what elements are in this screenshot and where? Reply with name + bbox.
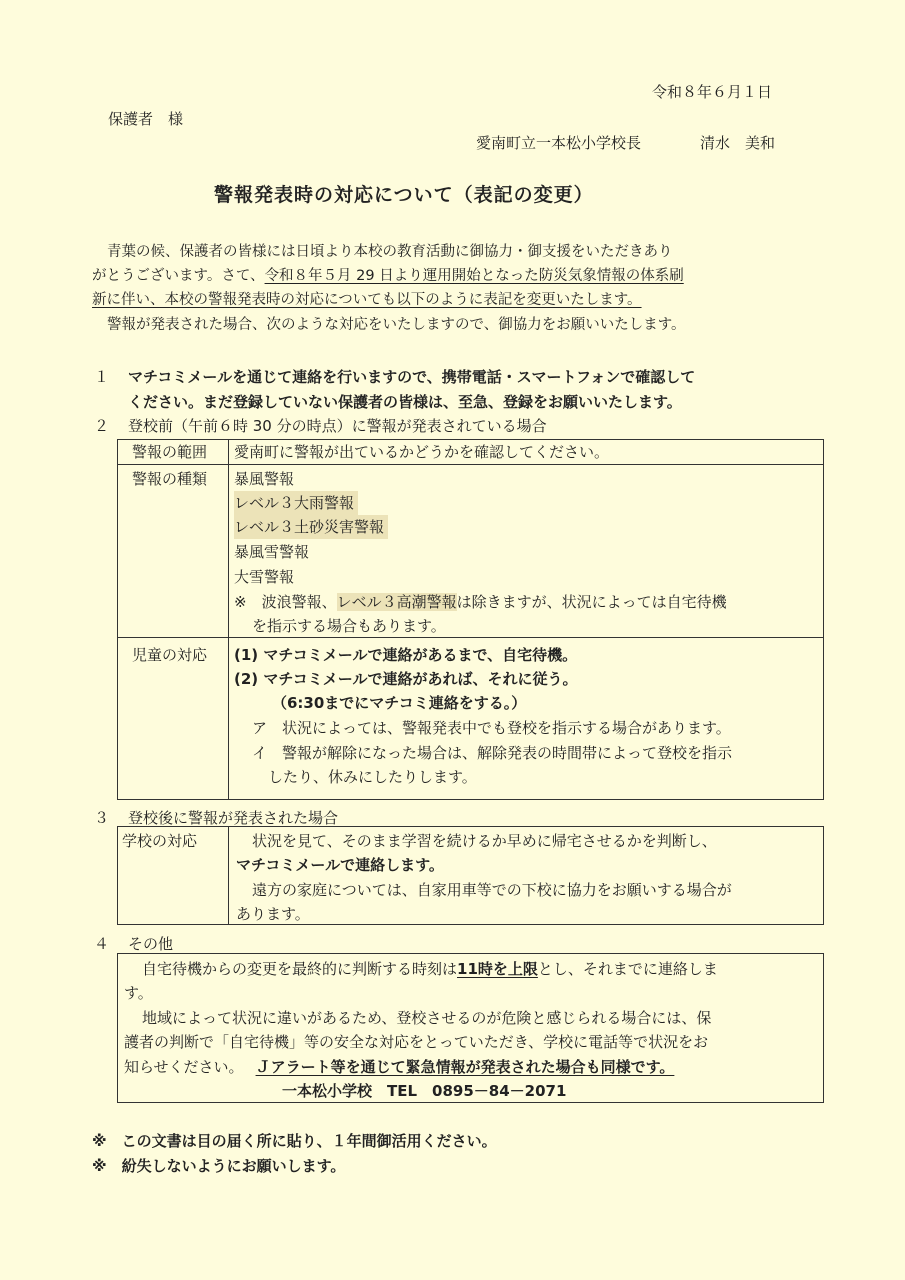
school-response-line-1: 状況を見て、そのまま学習を続けるか早めに帰宅させるかを判断し、: [252, 832, 717, 850]
item-1-number: １: [94, 368, 110, 386]
note-end: は除きますが、状況によっては自宅待機: [456, 593, 727, 611]
row-label-warning-area: 警報の範囲: [132, 443, 208, 461]
warning-types-note-line-2: を指示する場合もあります。: [252, 617, 446, 635]
table-column-divider: [228, 439, 229, 800]
other-line-5-start: 知らせください。: [124, 1058, 244, 1076]
row-label-school-response: 学校の対応: [122, 832, 198, 850]
row-label-warning-types: 警報の種類: [132, 470, 208, 488]
note-start: ※ 波浪警報、: [234, 593, 337, 611]
footer-note-2: ※ 紛失しないようにお願いします。: [92, 1157, 346, 1175]
other-line-1: [142, 957, 718, 981]
school-contact: 一本松小学校 TEL 0895－84－2071: [282, 1082, 567, 1100]
note-highlight: レベル３高潮警報: [336, 593, 457, 611]
response-i-line-1: イ 警報が解除になった場合は、解除発表の時間帯によって登校を指示: [252, 744, 733, 762]
warning-type-item: 暴風雪警報: [234, 543, 310, 561]
intro-line-2-start: がとうございます。さて、: [92, 268, 265, 284]
other-line-3: 地域によって状況に違いがあるため、登校させるのが危険と感じられる場合には、保: [142, 1009, 712, 1027]
row-text-warning-area: 愛南町に警報が出ているかどうかを確認してください。: [234, 443, 610, 461]
item-1-line-2: ください。まだ登録していない保護者の皆様は、至急、登録をお願いいたします。: [128, 393, 682, 411]
intro-line-1: 青葉の候、保護者の皆様には日頃より本校の教育活動に御協力・御支援をいただきあり: [107, 244, 673, 260]
warning-types-note: [234, 590, 727, 614]
item-2-heading: 登校前（午前６時 30 分の時点）に警報が発表されている場合: [128, 417, 547, 435]
row-label-child-response: 児童の対応: [132, 646, 208, 664]
sender-organization: 愛南町立一本松小学校長: [476, 134, 642, 152]
other-line-5-underlined: Ｊアラート等を通じて緊急情報が発表された場合も同様です。: [255, 1058, 675, 1076]
document-date: 令和８年６月１日: [652, 83, 773, 101]
document-title: 警報発表時の対応について（表記の変更）: [214, 184, 594, 206]
addressee: 保護者 様: [108, 110, 184, 128]
other-line-1-deadline: 11時を上限: [457, 960, 538, 978]
item-2-number: ２: [94, 417, 110, 435]
other-line-2: す。: [124, 984, 153, 1002]
intro-line-4: 警報が発表された場合、次のような対応をいたしますので、御協力をお願いいたします。: [107, 317, 686, 333]
warning-type-item: レベル３土砂災害警報: [234, 515, 388, 539]
other-line-1-start: 自宅待機からの変更を最終的に判断する時刻は: [142, 960, 458, 978]
table-row-divider: [117, 464, 824, 465]
school-response-line-2: マチコミメールで連絡します。: [236, 856, 444, 874]
response-1: (1) マチコミメールで連絡があるまで、自宅待機。: [234, 646, 578, 664]
school-response-line-3: 遠方の家庭については、自家用車等での下校に協力をお願いする場合が: [252, 881, 732, 899]
response-i-line-2: したり、休みにしたりします。: [268, 768, 477, 786]
intro-line-2: [92, 264, 684, 288]
warning-type-item: レベル３大雨警報: [234, 491, 358, 515]
item-3-heading: 登校後に警報が発表された場合: [128, 809, 339, 827]
warning-type-item: 暴風警報: [234, 470, 295, 488]
item-4-heading: その他: [128, 935, 174, 953]
sender-name: 清水 美和: [700, 134, 776, 152]
item-3-number: ３: [94, 809, 110, 827]
response-a: ア 状況によっては、警報発表中でも登校を指示する場合があります。: [252, 719, 731, 737]
footer-note-1: ※ この文書は目の届く所に貼り、１年間御活用ください。: [92, 1132, 497, 1150]
table-column-divider: [228, 826, 229, 925]
other-line-5: [124, 1055, 674, 1079]
other-line-4: 護者の判断で「自宅待機」等の安全な対応をとっていただき、学校に電話等で状況をお: [124, 1033, 709, 1051]
intro-line-2-underlined: 令和８年５月 29 日より運用開始となった防災気象情報の体系刷: [264, 268, 684, 284]
intro-line-3: 新に伴い、本校の警報発表時の対応についても以下のように表記を変更いたします。: [92, 292, 642, 308]
item-4-number: ４: [94, 935, 110, 953]
table-row-divider: [117, 637, 824, 638]
response-2: (2) マチコミメールで連絡があれば、それに従う。: [234, 670, 578, 688]
other-line-1-end: とし、それまでに連絡しま: [537, 960, 718, 978]
school-response-line-4: あります。: [236, 905, 310, 923]
response-3: （6:30までにマチコミ連絡をする。）: [272, 694, 527, 712]
warning-type-item: 大雪警報: [234, 568, 295, 586]
item-1-line-1: マチコミメールを通じて連絡を行いますので、携帯電話・スマートフォンで確認して: [128, 368, 696, 386]
